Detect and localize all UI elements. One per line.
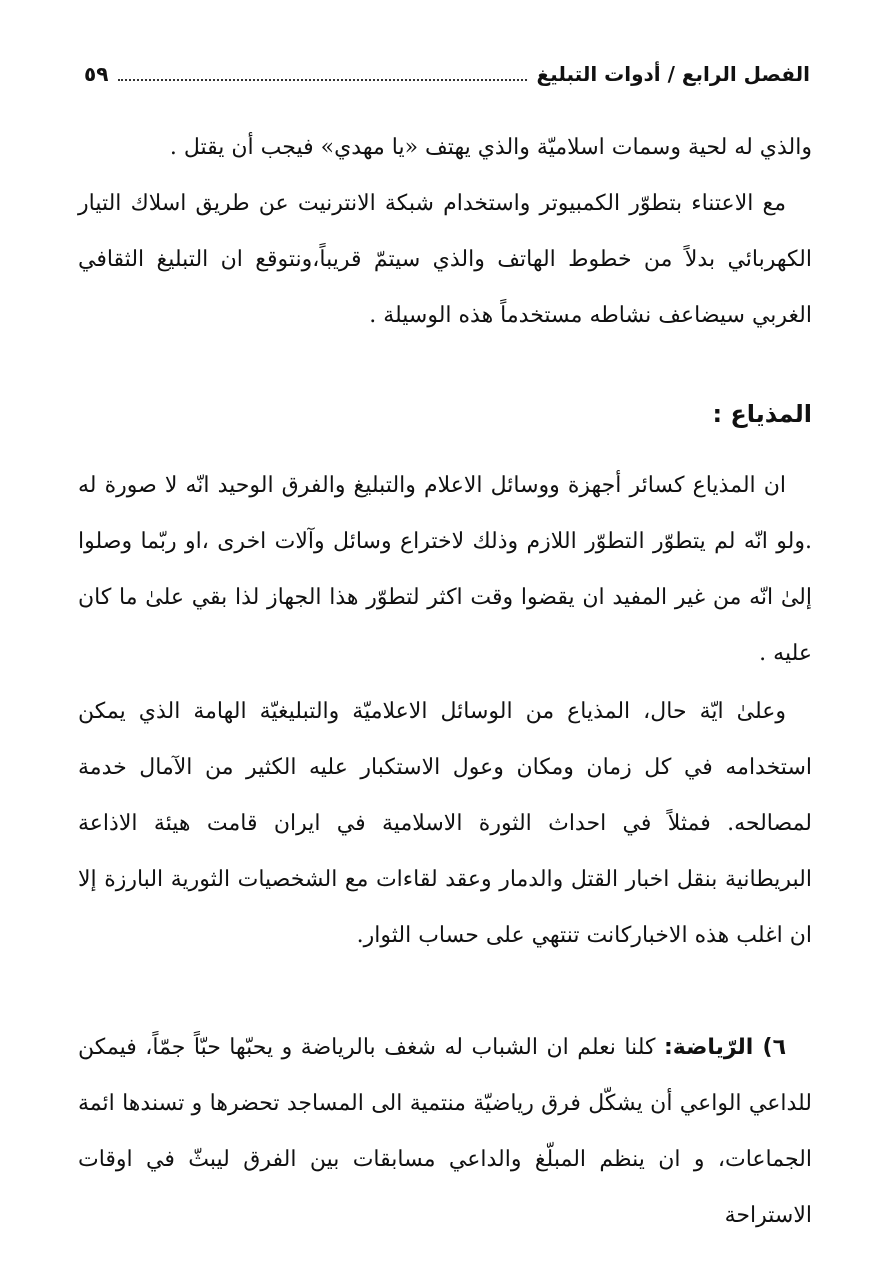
section-heading-radio: المذياع : bbox=[712, 400, 812, 428]
paragraph-radio-intro: ان المذياع كسائر أجهزة ووسائل الاعلام والتبليغ والفرق الوحيد انّه لا صورة له .ولو انّه لم يتطوّر التطوّر اللازم وذلك لاختراع وسائل وآلات اخرى ،او ربّما وصلوا إلىٰ انّه من غير المفيد ان يقضوا وقت اكثر لتطوّر هذا الجهاز لذا بقي علىٰ ما كان عليه . bbox=[78, 473, 812, 666]
paragraph-sports bbox=[78, 1020, 812, 1244]
section-heading-sports: ٦) الرّياضة: bbox=[663, 1035, 786, 1060]
paragraph-internet: مع الاعتناء بتطوّر الكمبيوتر واستخدام شبكة الانترنيت عن طريق اسلاك التيار الكهربائي بدلاً من خطوط الهاتف والذي سيتمّ قريباً،ونتوقع ان التبليغ الثقافي الغربي سيضاعف نشاطه مستخدماً هذه الوسيلة . bbox=[78, 191, 812, 328]
paragraph-radio-usage: وعلىٰ ايّة حال، المذياع من الوسائل الاعلاميّة والتبليغيّة الهامة الذي يمكن استخدامه في كل زمان ومكان وعول الاستكبار عليه الكثير من الآمال خدمة لمصالحه. فمثلاً في احداث الثورة الاسلامية في ايران قامت هيئة الاذاعة البريطانية بنقل اخبار القتل والدمار وعقد لقاءات مع الشخصيات الثورية البارزة إلا ان اغلب هذه الاخباركانت تنتهي على حساب الثوار. bbox=[78, 699, 812, 948]
chapter-title: الفصل الرابع / أدوات التبليغ bbox=[536, 62, 810, 86]
paragraph-continuation: والذي له لحية وسمات اسلاميّة والذي يهتف «يا مهدي» فيجب أن يقتل . bbox=[169, 135, 812, 160]
leader-dots bbox=[118, 67, 526, 81]
running-header bbox=[84, 56, 810, 92]
paragraph-sports-text: كلنا نعلم ان الشباب له شغف بالرياضة و يحبّها حبّاً جمّاً، فيمكن للداعي الواعي أن يشكّل فرق رياضيّة منتمية الى المساجد تحضرها و تسندها ائمة الجماعات، و ان ينظم المبلّغ والداعي مسابقات بين الفرق ليبثّ في اوقات الاستراحة bbox=[78, 1035, 812, 1228]
page-number: ٥٩ bbox=[84, 62, 109, 86]
